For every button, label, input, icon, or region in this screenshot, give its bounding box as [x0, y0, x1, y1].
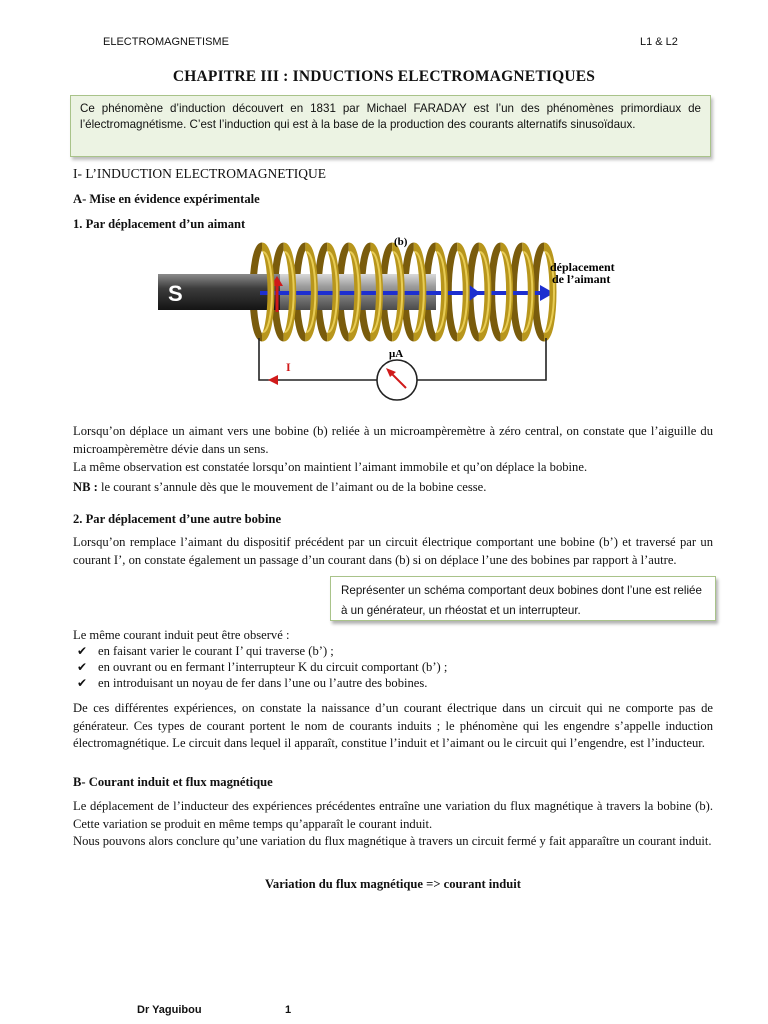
paragraph-3: Lorsqu’on remplace l’aimant du dispositif précédent par un circuit électrique comportant une bobine (b’) et traversé par un courant I’, on constate également un passage d’un courant dans (b) si on déplace l’une des bobines par rapport à l’autre. — [73, 535, 713, 567]
field-arrow-mid — [468, 284, 480, 302]
coil-label: (b) — [394, 236, 408, 248]
check-icon: ✔ — [77, 676, 88, 690]
nb-label: NB : — [73, 480, 98, 494]
list-item-text: en faisant varier le courant I’ qui traverse (b’) ; — [98, 644, 334, 658]
paragraph-4: Le même courant induit peut être observé : — [73, 628, 290, 642]
meter-label: μA — [389, 348, 404, 360]
circuit-wire-left — [259, 338, 378, 380]
subheading-1: 1. Par déplacement d’un aimant — [73, 217, 246, 231]
paragraph-b2: Nous pouvons alors conclure qu’une variation du flux magnétique à travers un circuit fermé y fait apparaître un courant induit. — [73, 834, 712, 848]
wire-current-arrow — [268, 375, 278, 385]
footer-author: Dr Yaguibou — [137, 1004, 202, 1016]
conclusion: Variation du flux magnétique => courant induit — [264, 877, 521, 891]
list-item-text: en introduisant un noyau de fer dans l’une ou l’autre des bobines. — [98, 676, 428, 690]
list-item — [75, 659, 715, 675]
footer-page-number: 1 — [285, 1004, 292, 1016]
circuit-wire-right — [416, 338, 546, 380]
list-item — [75, 643, 715, 659]
header-left: ELECTROMAGNETISME — [103, 36, 229, 48]
subheading-b: B- Courant induit et flux magnétique — [73, 775, 273, 789]
magnet-pole-label: S — [168, 281, 183, 306]
nb-text: le courant s’annule dès que le mouvement de l’aimant ou de la bobine cesse. — [97, 480, 487, 494]
list-item — [75, 675, 715, 691]
subheading-2: 2. Par déplacement d’une autre bobine — [73, 512, 282, 526]
paragraph-b1: Le déplacement de l’inducteur des expériences précédentes entraîne une variation du flux magnétique à travers la bobine (b). Cette variation se produit en même temps qu’apparaît le courant induit. — [73, 799, 713, 831]
current-label: I — [286, 360, 291, 374]
paragraph-5: De ces différentes expériences, on constate la naissance d’un courant électrique dans un circuit qui ne comporte pas de générateur. Ces types de courant portent le nom de courants induits ; le phénomène qui les engendre s’appelle induction électromagnétique. Le circuit dans lequel il apparaît, constitue l’induit et l’aimant ou le circuit qui l’engendre, est l’inducteur. — [73, 701, 713, 750]
check-icon: ✔ — [77, 660, 88, 674]
intro-box — [70, 95, 711, 157]
subheading-a: A- Mise en évidence expérimentale — [73, 192, 260, 206]
paragraph-2: La même observation est constatée lorsqu’on maintient l’aimant immobile et qu’on déplace la bobine. — [73, 460, 588, 474]
check-list — [75, 643, 715, 691]
header-right: L1 & L2 — [640, 36, 678, 48]
task-box — [330, 576, 716, 621]
list-item-text: en ouvrant ou en fermant l’interrupteur K du circuit comportant (b’) ; — [98, 660, 448, 674]
paragraph-1: Lorsqu’on déplace un aimant vers une bobine (b) reliée à un microampèremètre à zéro central, on constate que l’aiguille du microampèremètre dévie dans un sens. — [73, 424, 713, 456]
displacement-label-1: déplacement — [550, 260, 615, 274]
section-heading-1: I- L’INDUCTION ELECTROMAGNETIQUE — [73, 166, 326, 181]
displacement-label-2: de l’aimant — [552, 272, 611, 286]
magnet-coil-figure — [150, 232, 650, 404]
chapter-title: CHAPITRE III : INDUCTIONS ELECTROMAGNETIQUES — [172, 68, 596, 85]
check-icon: ✔ — [77, 644, 88, 658]
intro-text: Ce phénomène d’induction découvert en 1831 par Michael FARADAY est l’un des phénomènes primordiaux de l’électromagnétisme. C’est l’induction qui est à la base de la production des courants alternatifs sinusoïdaux. — [80, 102, 701, 131]
task-text: Représenter un schéma comportant deux bobines dont l’une est reliée à un générateur, un rhéostat et un interrupteur. — [341, 584, 702, 617]
nb-paragraph — [73, 479, 713, 497]
